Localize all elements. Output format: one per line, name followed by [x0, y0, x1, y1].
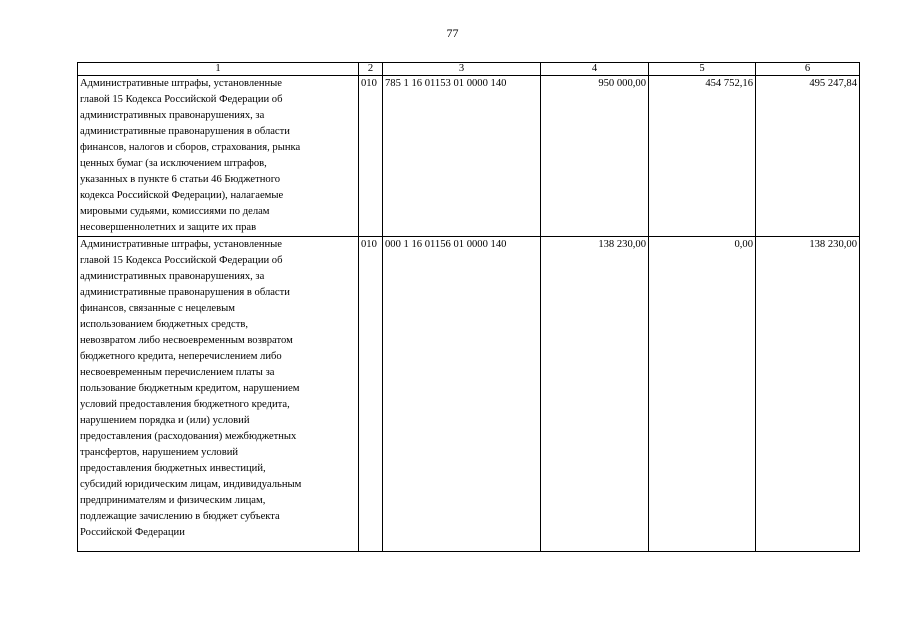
- description-line: финансов, налогов и сборов, страхования, рынка: [80, 142, 301, 153]
- description-line: административные правонарушения в области: [80, 126, 290, 137]
- description-line: административных правонарушениях, за: [80, 271, 265, 282]
- table-row: [78, 76, 860, 237]
- row-description: [78, 76, 359, 237]
- row-description: [78, 237, 359, 552]
- description-line: нарушением порядка и (или) условий: [80, 415, 250, 426]
- description-line: трансфертов, нарушением условий: [80, 447, 239, 458]
- description-line: условий предоставления бюджетного кредита,: [80, 399, 290, 410]
- description-line: главой 15 Кодекса Российской Федерации об: [80, 255, 283, 266]
- description-line: невозвратом либо несвоевременным возвратом: [80, 335, 293, 346]
- description-line: мировыми судьями, комиссиями по делам: [80, 206, 270, 217]
- description-line: административные правонарушения в области: [80, 287, 290, 298]
- description-line: подлежащие зачислению в бюджет субъекта: [80, 511, 280, 522]
- line-code-cell: 010: [359, 237, 383, 552]
- description-line: ценных бумаг (за исключением штрафов,: [80, 158, 267, 169]
- approved-amount-cell: 950 000,00: [541, 76, 649, 237]
- column-header-2: 2: [359, 63, 383, 76]
- executed-amount-cell: 0,00: [649, 237, 756, 552]
- line-code-cell: 010: [359, 76, 383, 237]
- column-header-6: 6: [756, 63, 860, 76]
- budget-code-cell: 785 1 16 01153 01 0000 140: [383, 76, 541, 237]
- description-line: использованием бюджетных средств,: [80, 319, 249, 330]
- description-line: Административные штрафы, установленные: [80, 239, 283, 250]
- budget-code-cell: 000 1 16 01156 01 0000 140: [383, 237, 541, 552]
- description-line: предоставления бюджетных инвестиций,: [80, 463, 266, 474]
- description-line: несвоевременным перечислением платы за: [80, 367, 275, 378]
- column-header-4: 4: [541, 63, 649, 76]
- description-line: финансов, связанные с нецелевым: [80, 303, 235, 314]
- column-header-3: 3: [383, 63, 541, 76]
- column-header-1: 1: [78, 63, 359, 76]
- remaining-amount-cell: 495 247,84: [756, 76, 860, 237]
- description-line: предпринимателям и физическим лицам,: [80, 495, 266, 506]
- table-header-row: [78, 63, 860, 76]
- description-line: субсидий юридическим лицам, индивидуальным: [80, 479, 302, 490]
- description-line: главой 15 Кодекса Российской Федерации об: [80, 94, 283, 105]
- remaining-amount-cell: 138 230,00: [756, 237, 860, 552]
- executed-amount-cell: 454 752,16: [649, 76, 756, 237]
- table-row: [78, 237, 860, 552]
- description-line: Административные штрафы, установленные: [80, 78, 283, 89]
- description-line: пользование бюджетным кредитом, нарушением: [80, 383, 300, 394]
- description-line: административных правонарушениях, за: [80, 110, 265, 121]
- page-number: 77: [446, 26, 459, 40]
- description-line: указанных в пункте 6 статьи 46 Бюджетного: [80, 174, 281, 185]
- budget-revenue-table: [77, 62, 860, 552]
- description-line: предоставления (расходования) межбюджетных: [80, 431, 297, 442]
- description-line: бюджетного кредита, неперечислением либо: [80, 351, 282, 362]
- column-header-5: 5: [649, 63, 756, 76]
- description-line: Российской Федерации: [80, 527, 185, 538]
- description-line: несовершеннолетних и защите их прав: [80, 222, 257, 233]
- approved-amount-cell: 138 230,00: [541, 237, 649, 552]
- description-line: кодекса Российской Федерации), налагаемые: [80, 190, 284, 201]
